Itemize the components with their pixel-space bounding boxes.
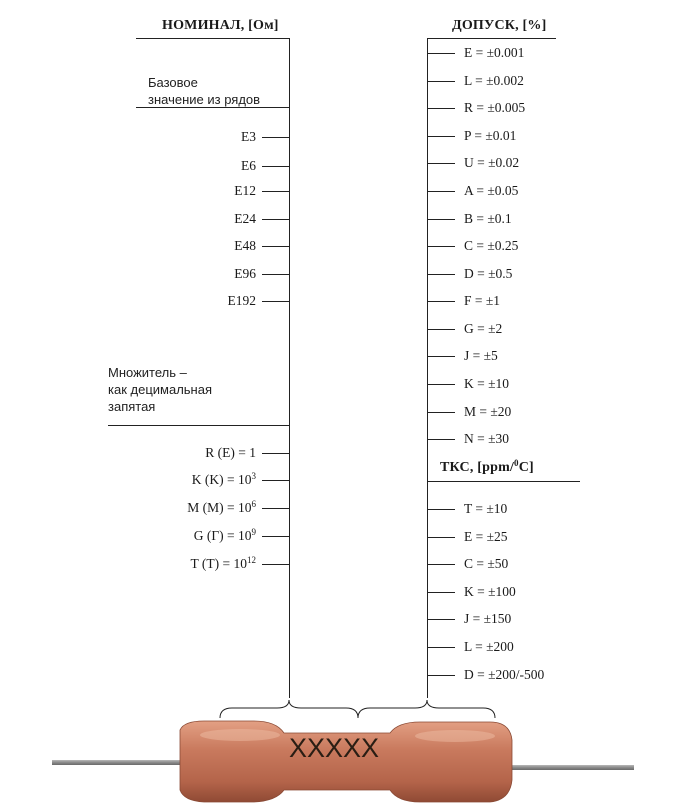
multiplier-text: K (K) = 10 <box>191 472 252 487</box>
tolerance-item: P = ±0.01 <box>464 128 517 143</box>
multiplier-exponent: 12 <box>247 555 256 565</box>
right-lead <box>508 765 634 770</box>
tolerance-item: F = ±1 <box>464 293 501 308</box>
body-highlight <box>200 729 280 741</box>
tcr-item: L = ±200 <box>464 639 514 654</box>
tcr-header-degree: 0 <box>514 458 519 468</box>
series-label: E3 <box>241 129 256 144</box>
tcr-header-unit: C] <box>518 460 534 475</box>
tolerance-item: B = ±0.1 <box>464 211 512 226</box>
tolerance-item: R = ±0.005 <box>464 100 526 115</box>
multiplier-text: T (T) = 10 <box>190 556 247 571</box>
tolerance-item: E = ±0.001 <box>464 45 525 60</box>
multiplier-caption-line: Множитель – <box>108 365 187 380</box>
base-caption-line: Базовое <box>148 75 198 90</box>
series-label: E6 <box>241 158 256 173</box>
tolerance-item: M = ±20 <box>464 404 512 419</box>
tolerance-item: U = ±0.02 <box>464 155 520 170</box>
tcr-header-text: ТКС, [ppm/ <box>440 460 515 475</box>
tolerance-item: D = ±0.5 <box>464 266 513 281</box>
multiplier-exponent: 6 <box>251 499 256 509</box>
left-lead <box>52 760 182 765</box>
multiplier-exponent: 9 <box>251 527 256 537</box>
tolerance-item: G = ±2 <box>464 321 503 336</box>
multiplier-caption-line: как децимальная <box>108 382 212 397</box>
series-label: E12 <box>234 183 256 198</box>
resistor-marking: XXXXX <box>288 733 380 763</box>
body-highlight <box>415 730 495 742</box>
tolerance-header: ДОПУСК, [%] <box>452 18 547 33</box>
tolerance-item: A = ±0.05 <box>464 183 519 198</box>
tcr-item: E = ±25 <box>464 529 508 544</box>
tolerance-item: L = ±0.002 <box>464 73 524 88</box>
tolerance-item: N = ±30 <box>464 431 510 446</box>
nominal-header: НОМИНАЛ, [Ом] <box>162 18 279 33</box>
multiplier-text: G (Г) = 10 <box>193 528 252 543</box>
tolerance-item: K = ±10 <box>464 376 510 391</box>
tcr-item: J = ±150 <box>464 611 512 626</box>
series-label: E192 <box>227 293 256 308</box>
tcr-item: C = ±50 <box>464 556 509 571</box>
tcr-item: K = ±100 <box>464 584 516 599</box>
tcr-item: T = ±10 <box>464 501 508 516</box>
multiplier-text: M (M) = 10 <box>187 500 252 515</box>
multiplier-text: R (E) = 1 <box>205 445 256 460</box>
multiplier-caption-line: запятая <box>108 399 156 414</box>
multiplier-exponent: 3 <box>251 471 256 481</box>
base-caption-line: значение из рядов <box>148 92 261 107</box>
series-label: E48 <box>234 238 256 253</box>
series-label: E24 <box>234 211 256 226</box>
tolerance-item: C = ±0.25 <box>464 238 519 253</box>
series-label: E96 <box>234 266 256 281</box>
tcr-item: D = ±200/-500 <box>464 667 545 682</box>
tolerance-item: J = ±5 <box>464 348 498 363</box>
